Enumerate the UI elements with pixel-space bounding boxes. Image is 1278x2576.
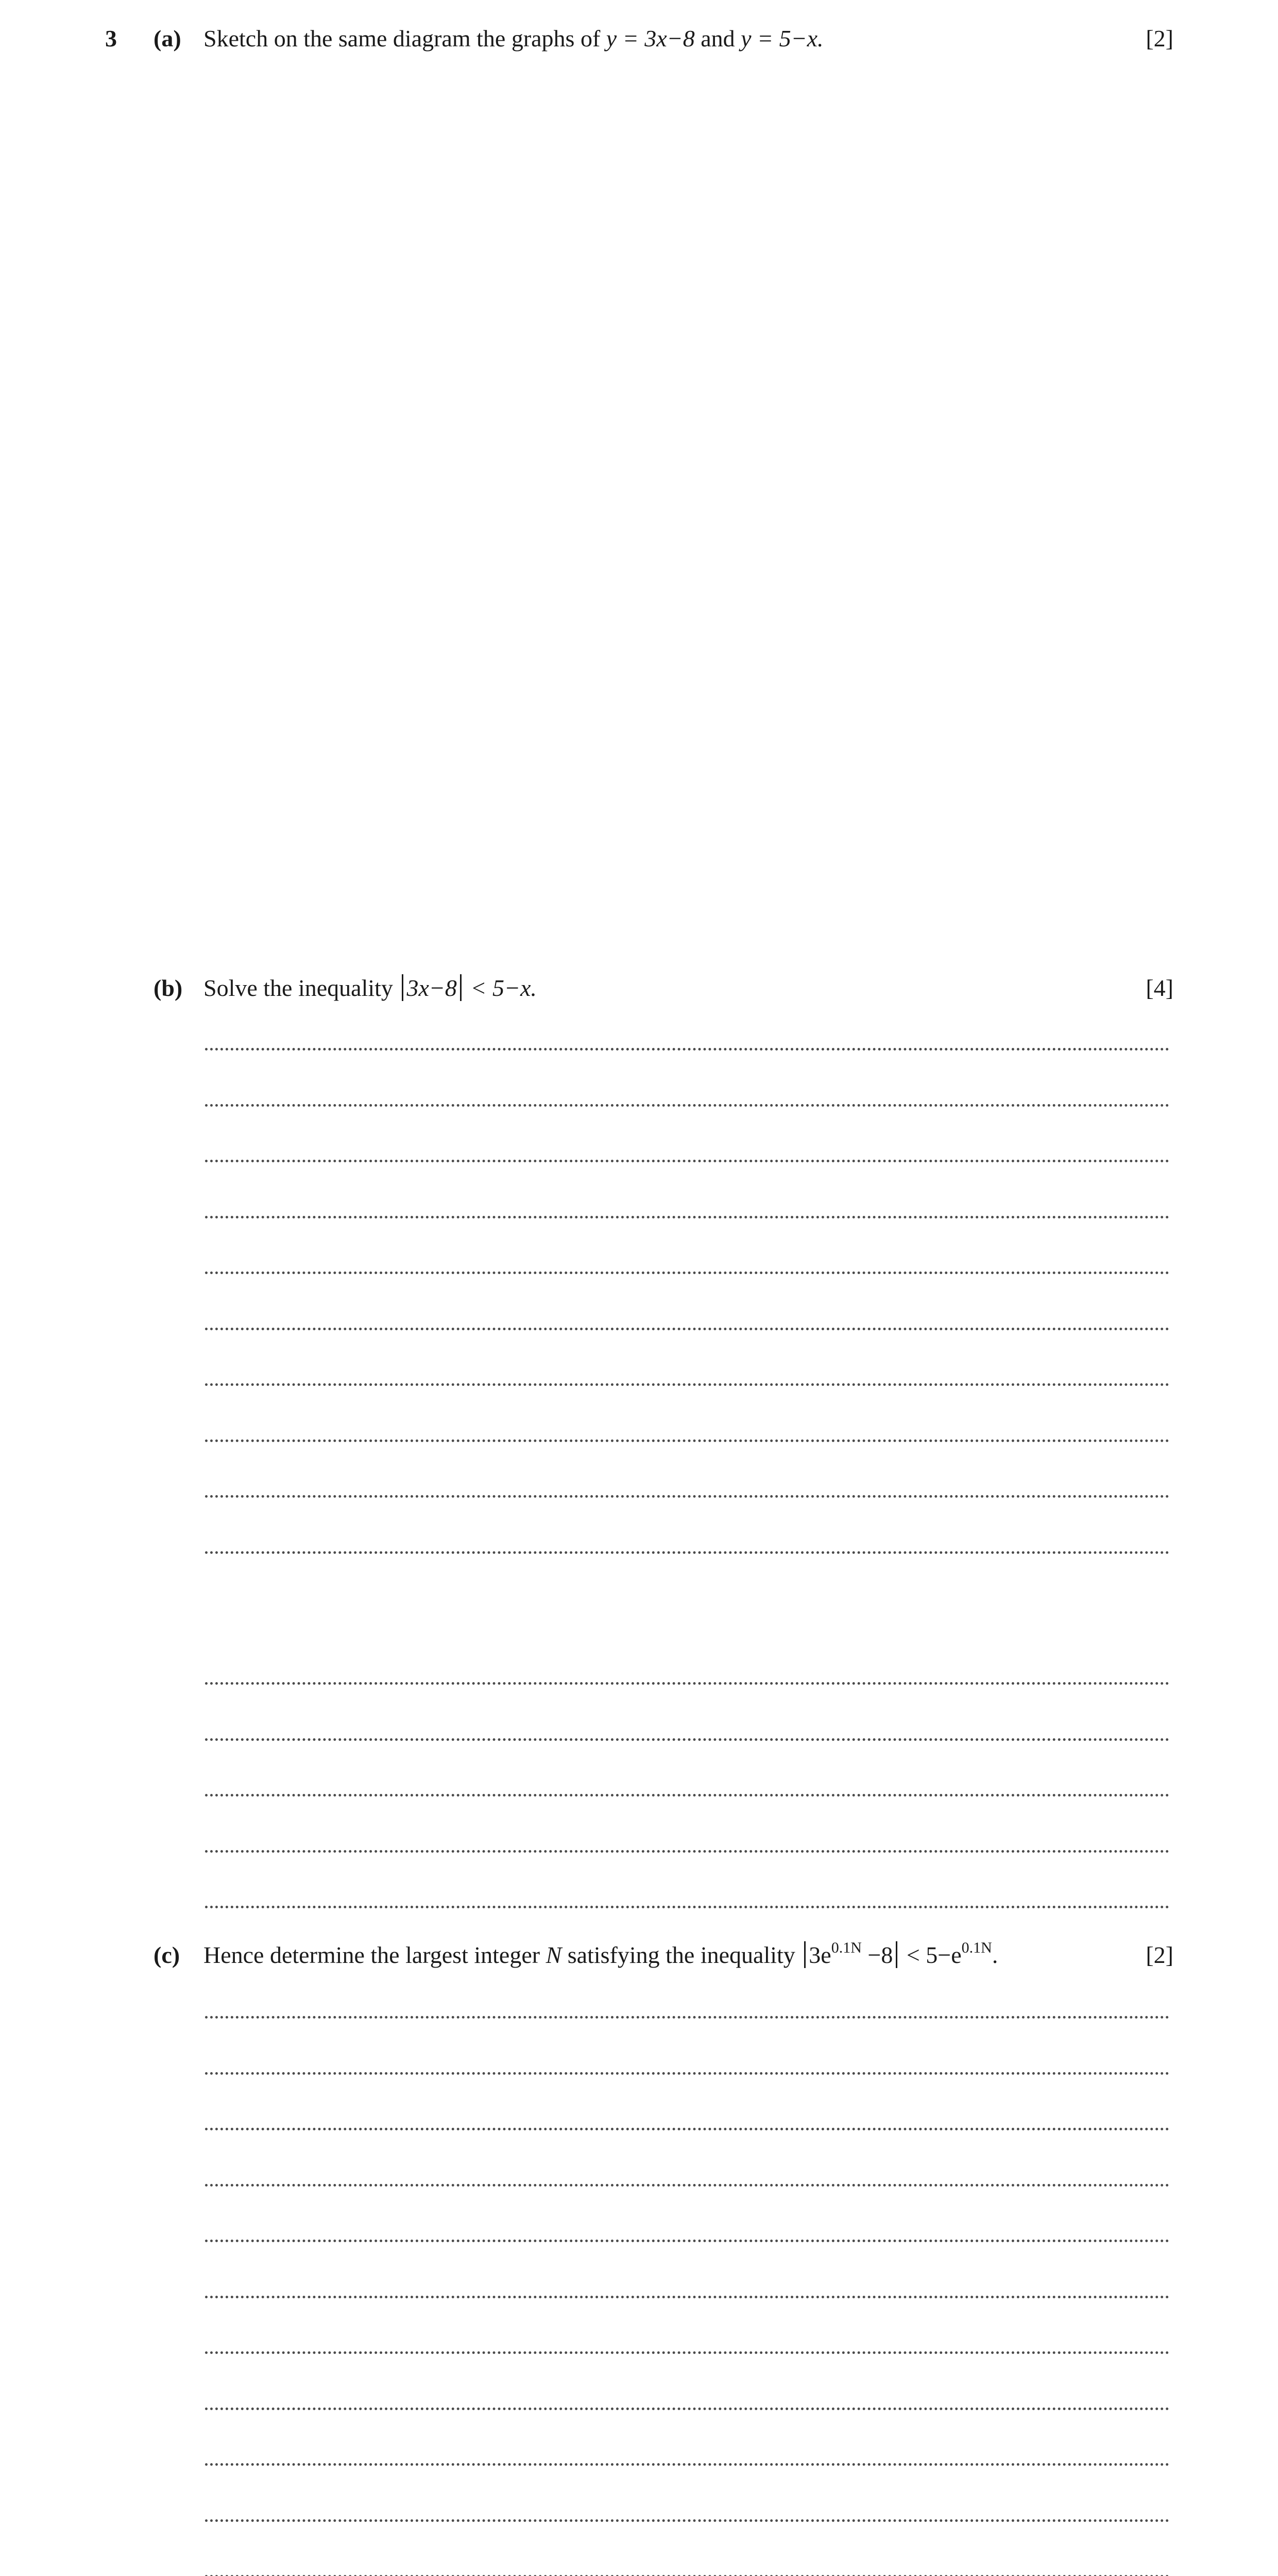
part-b-question-text	[203, 973, 537, 1004]
part-a-equation-1: y = 3x−8	[606, 25, 695, 52]
abs-bar-right	[460, 974, 462, 1001]
answer-line[interactable]	[205, 2519, 1169, 2522]
answer-line[interactable]	[205, 1682, 1169, 1685]
part-a-marks: [2]	[1146, 25, 1173, 52]
answer-line[interactable]	[205, 2463, 1169, 2466]
part-b-marks: [4]	[1146, 975, 1173, 1001]
part-b-abs-content: 3x−8	[406, 975, 457, 1001]
answer-line[interactable]	[205, 2408, 1169, 2410]
answer-line[interactable]	[205, 2240, 1169, 2242]
part-a-text-prefix: Sketch on the same diagram the graphs of	[203, 25, 606, 52]
part-c-rhs-end: .	[992, 1942, 998, 1968]
part-c-rhs-exponent: 0.1N	[961, 1939, 992, 1956]
part-c-marks: [2]	[1146, 1942, 1173, 1968]
answer-line[interactable]	[205, 1906, 1169, 1908]
answer-line[interactable]	[205, 1048, 1169, 1050]
part-c-question-text	[203, 1940, 998, 1971]
answer-line[interactable]	[205, 1738, 1169, 1741]
abs-bar-left	[402, 974, 403, 1001]
answer-line[interactable]	[205, 2184, 1169, 2187]
answer-line[interactable]	[205, 1216, 1169, 1218]
question-number: 3	[105, 25, 117, 52]
answer-line[interactable]	[205, 1495, 1169, 1498]
part-b-text-prefix: Solve the inequality	[203, 975, 399, 1001]
answer-line[interactable]	[205, 1383, 1169, 1386]
sketch-area[interactable]	[205, 72, 1169, 948]
part-a-equation-2: y = 5−x.	[741, 25, 824, 52]
part-a-joiner: and	[694, 25, 741, 52]
answer-line[interactable]	[205, 1160, 1169, 1162]
part-c-rhs-prefix: < 5−e	[900, 1942, 962, 1968]
part-a-label: (a)	[154, 25, 181, 52]
part-c-label: (c)	[154, 1942, 180, 1968]
answer-line[interactable]	[205, 1328, 1169, 1330]
answer-line[interactable]	[205, 1104, 1169, 1107]
part-c-text-mid: satisfying the inequality	[561, 1942, 802, 1968]
answer-line[interactable]	[205, 2016, 1169, 2019]
answer-line[interactable]	[205, 1439, 1169, 1442]
answer-line[interactable]	[205, 1850, 1169, 1853]
part-c-variable: N	[546, 1942, 562, 1968]
part-c-text-prefix: Hence determine the largest integer	[203, 1942, 546, 1968]
answer-line[interactable]	[205, 2351, 1169, 2354]
part-c-abs-exponent: 0.1N	[831, 1939, 862, 1956]
part-b-label: (b)	[154, 975, 183, 1001]
abs-bar-left	[804, 1941, 806, 1968]
answer-line[interactable]	[205, 1551, 1169, 1554]
answer-line[interactable]	[205, 1794, 1169, 1797]
part-c-abs-base: 3e	[809, 1942, 831, 1968]
answer-line[interactable]	[205, 2128, 1169, 2130]
answer-line[interactable]	[205, 2296, 1169, 2298]
answer-line[interactable]	[205, 2072, 1169, 2075]
abs-bar-right	[896, 1941, 897, 1968]
part-a-question-text	[203, 23, 824, 54]
part-c-abs-tail: −8	[861, 1942, 893, 1968]
answer-line[interactable]	[205, 1272, 1169, 1274]
part-b-text-suffix: < 5−x.	[464, 975, 537, 1001]
